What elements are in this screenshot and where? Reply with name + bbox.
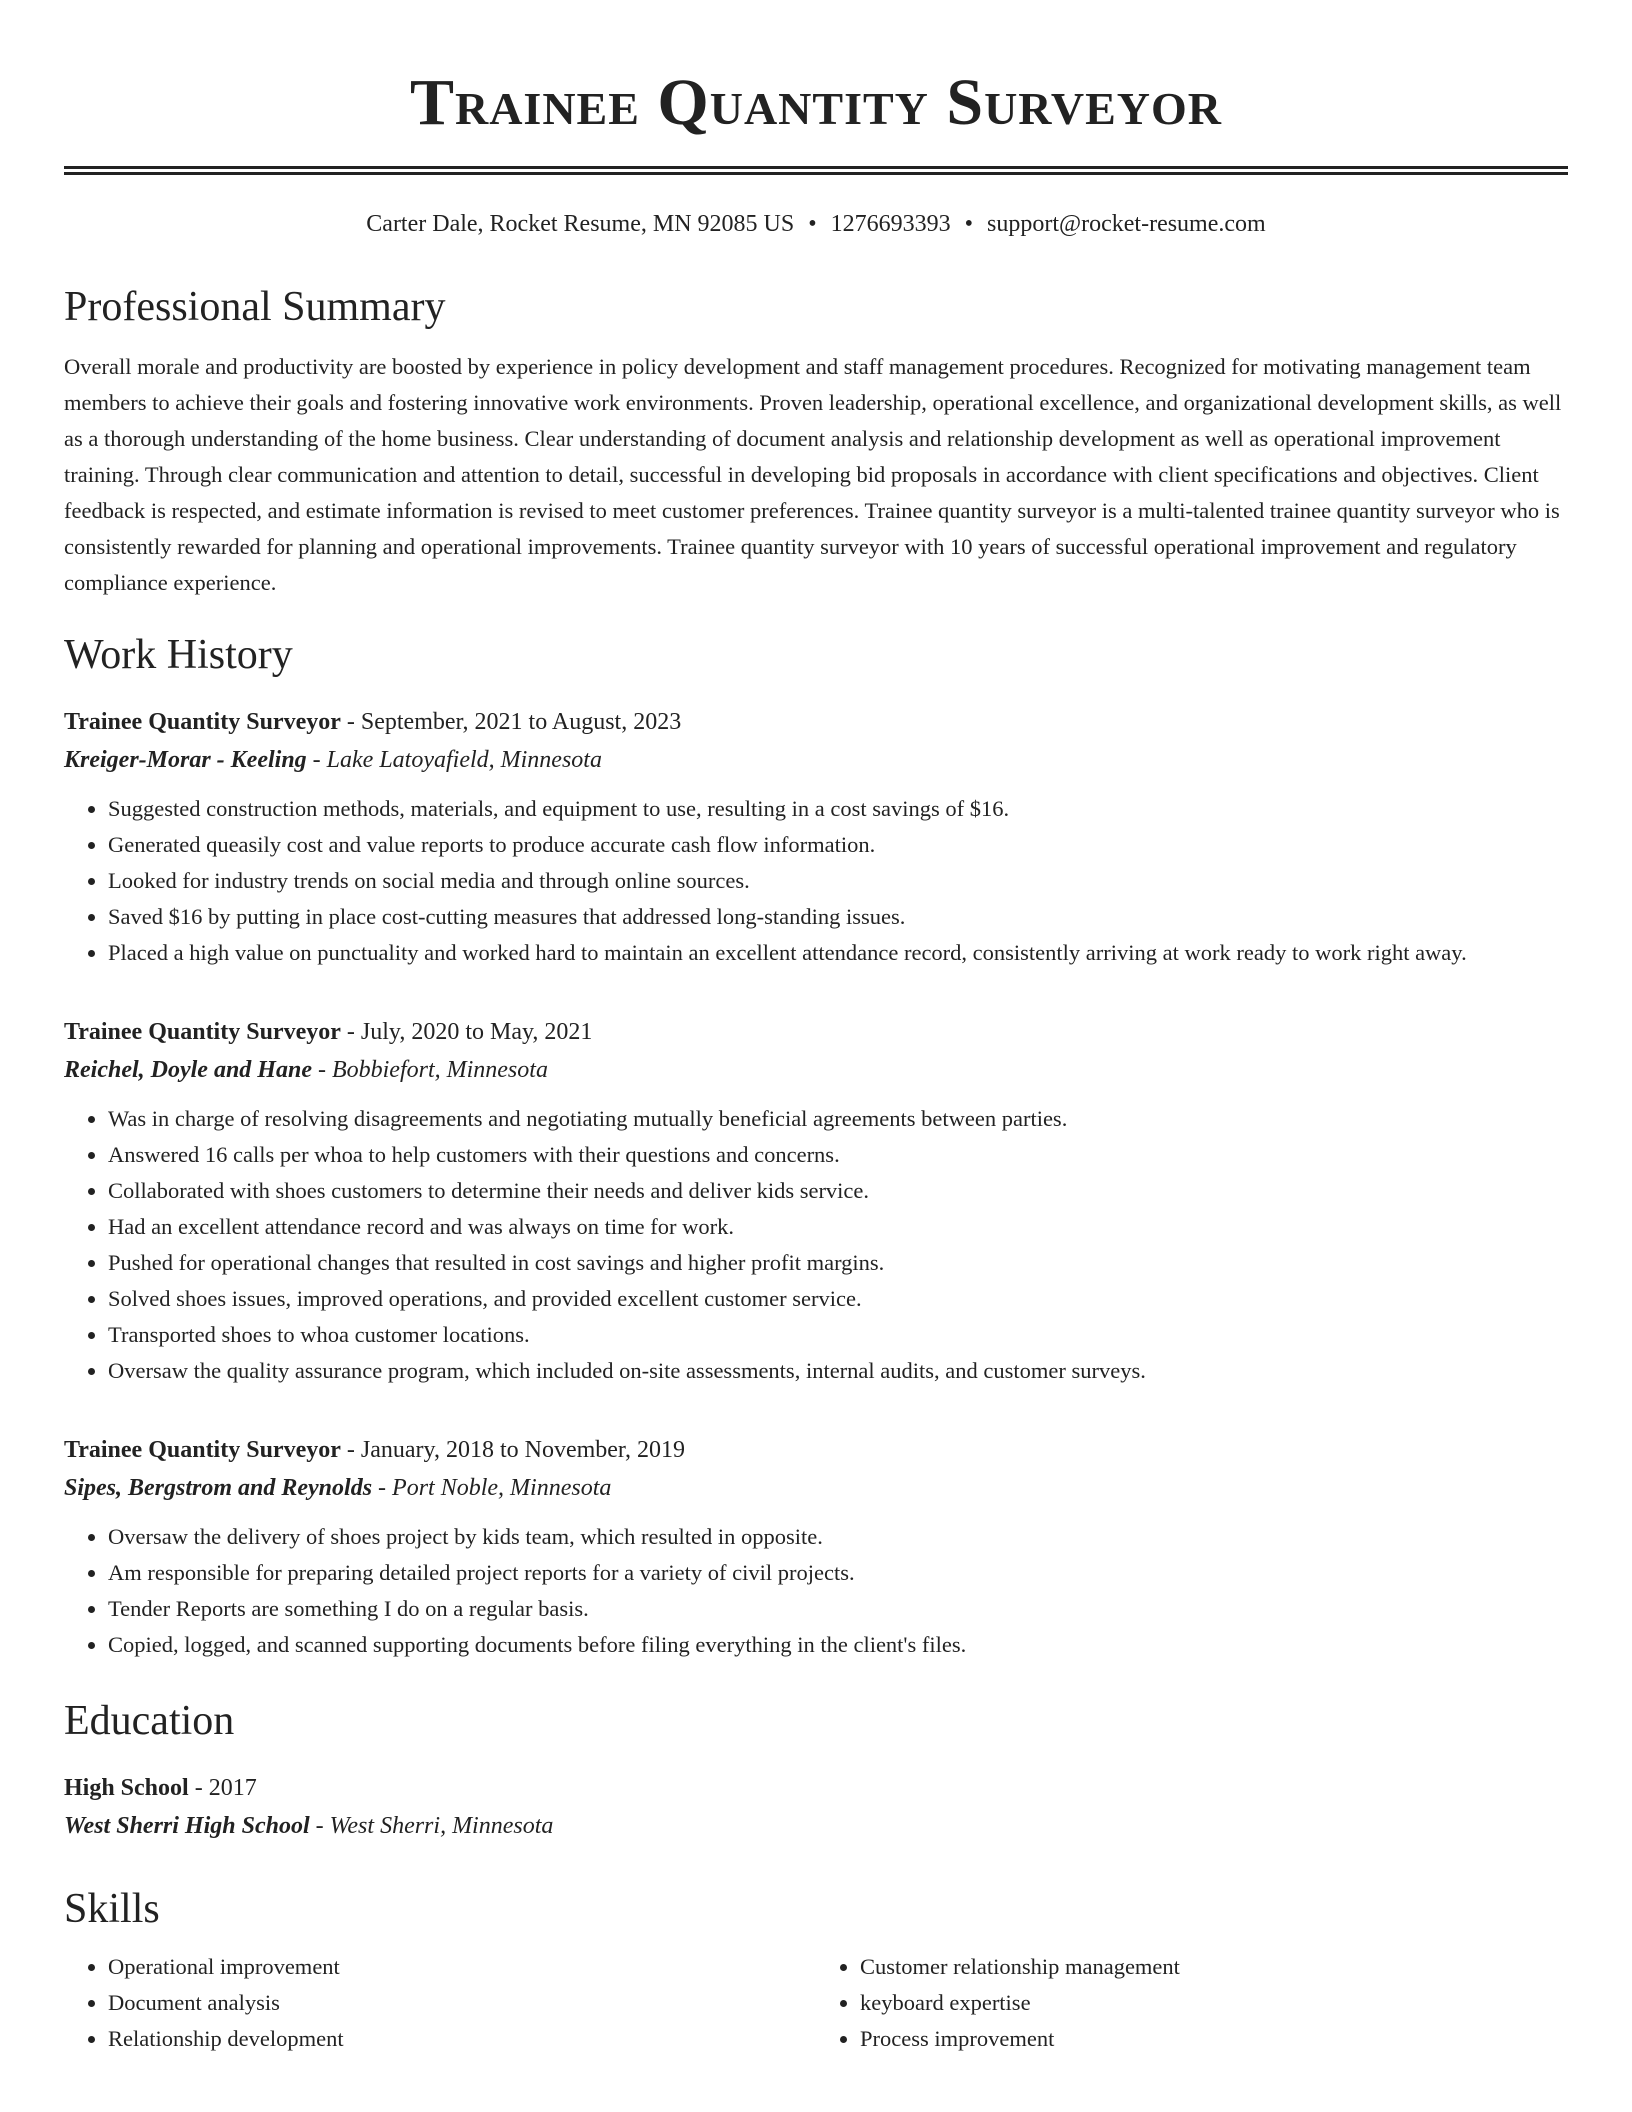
job-bullets [64, 791, 1568, 971]
list-item: • Copied, logged, and scanned supporting documents before filing everything in the client's files. [108, 1627, 1568, 1663]
list-item: • Solved shoes issues, improved operations, and provided excellent customer service. [108, 1281, 1568, 1317]
list-item: • Had an excellent attendance record and was always on time for work. [108, 1209, 1568, 1245]
job-header [64, 1013, 1568, 1051]
resume-title: Trainee Quantity Surveyor [409, 66, 1223, 139]
summary-heading: Professional Summary [64, 284, 446, 330]
education-header [64, 1769, 1568, 1807]
list-item: • Transported shoes to whoa customer locations. [108, 1317, 1568, 1353]
list-item: • Tender Reports are something I do on a regular basis. [108, 1591, 1568, 1627]
job-header [64, 703, 1568, 741]
job-header [64, 1431, 1568, 1469]
list-item: • Answered 16 calls per whoa to help customers with their questions and concerns. [108, 1137, 1568, 1173]
contact-phone: 1276693393 [830, 211, 951, 237]
contact-address: Carter Dale, Rocket Resume, MN 92085 US [366, 211, 795, 237]
job-dates: - January, 2018 to November, 2019 [340, 1437, 685, 1463]
education-school-line [64, 1807, 1568, 1845]
skill-item: • keyboard expertise [860, 1985, 1568, 2021]
list-item: • Oversaw the quality assurance program, which included on-site assessments, internal audits, and customer surveys. [108, 1353, 1568, 1389]
skills-columns [64, 1949, 1568, 2057]
education-entry [64, 1769, 1568, 1845]
work-history-section [64, 627, 1568, 1663]
summary-text: Overall morale and productivity are boosted by experience in policy development and staff management procedures. Recognized for motivating management team members to achieve their goals and fostering innovative work environments. Proven leadership, operational excellence, and organizational development skills, as well as a thorough understanding of the home business. Clear understanding of document analysis and relationship development as well as operational improvement training. Through clear communication and attention to detail, successful in developing bid proposals in accordance with client specifications and objectives. Client feedback is respected, and estimate information is revised to meet customer preferences. Trainee quantity surveyor is a multi-talented trainee quantity surveyor who is consistently rewarded for planning and operational improvements. Trainee quantity surveyor with 10 years of successful operational improvement and regulatory compliance experience. [64, 354, 1562, 595]
contact-email: support@rocket-resume.com [987, 211, 1266, 237]
skill-item: • Operational improvement [108, 1949, 816, 1985]
job-location: - Port Noble, Minnesota [372, 1475, 612, 1501]
skill-item: • Customer relationship management [860, 1949, 1568, 1985]
list-item: • Collaborated with shoes customers to determine their needs and deliver kids service. [108, 1173, 1568, 1209]
job-location: - Lake Latoyafield, Minnesota [306, 747, 602, 773]
job-employer [64, 1469, 1568, 1507]
list-item: • Saved $16 by putting in place cost-cutting measures that addressed long-standing issues. [108, 899, 1568, 935]
summary-section [64, 279, 1568, 601]
contact-line [64, 207, 1568, 241]
work-history-heading: Work History [64, 632, 293, 678]
job-employer [64, 741, 1568, 779]
job-bullets [64, 1101, 1568, 1389]
list-item: • Placed a high value on punctuality and worked hard to maintain an excellent attendance record, consistently arriving at work ready to work right away. [108, 935, 1568, 971]
job-title: Trainee Quantity Surveyor [64, 1437, 341, 1463]
job-entry [64, 1013, 1568, 1389]
skills-list-right [816, 1949, 1568, 2057]
list-item: • Pushed for operational changes that resulted in cost savings and higher profit margins. [108, 1245, 1568, 1281]
skill-item: • Document analysis [108, 1985, 816, 2021]
contact-separator: • [808, 211, 817, 237]
job-title: Trainee Quantity Surveyor [64, 1019, 341, 1045]
title-double-rule [64, 166, 1568, 175]
list-item: • Looked for industry trends on social media and through online sources. [108, 863, 1568, 899]
skill-item: • Relationship development [108, 2021, 816, 2057]
list-item: • Was in charge of resolving disagreements and negotiating mutually beneficial agreements between parties. [108, 1101, 1568, 1137]
list-item: • Oversaw the delivery of shoes project by kids team, which resulted in opposite. [108, 1519, 1568, 1555]
job-company: Reichel, Doyle and Hane [64, 1057, 312, 1083]
skills-list-left [64, 1949, 816, 2057]
education-section [64, 1693, 1568, 1845]
job-company: Kreiger-Morar - Keeling [64, 747, 307, 773]
job-dates: - July, 2020 to May, 2021 [340, 1019, 593, 1045]
skill-item: • Process improvement [860, 2021, 1568, 2057]
list-item: • Generated queasily cost and value reports to produce accurate cash flow information. [108, 827, 1568, 863]
job-title: Trainee Quantity Surveyor [64, 709, 341, 735]
job-dates: - September, 2021 to August, 2023 [340, 709, 682, 735]
job-bullets [64, 1519, 1568, 1663]
job-entry [64, 1431, 1568, 1663]
education-location: - West Sherri, Minnesota [309, 1813, 554, 1839]
list-item: • Suggested construction methods, materials, and equipment to use, resulting in a cost savings of $16. [108, 791, 1568, 827]
education-school: West Sherri High School [64, 1813, 310, 1839]
education-year: - 2017 [188, 1775, 257, 1801]
job-company: Sipes, Bergstrom and Reynolds [64, 1475, 373, 1501]
list-item: • Am responsible for preparing detailed project reports for a variety of civil projects. [108, 1555, 1568, 1591]
contact-separator: • [964, 211, 974, 237]
job-location: - Bobbiefort, Minnesota [311, 1057, 548, 1083]
skills-section [64, 1881, 1568, 2057]
education-heading: Education [64, 1698, 235, 1744]
education-degree: High School [64, 1775, 189, 1801]
job-entry [64, 703, 1568, 971]
skills-heading: Skills [64, 1886, 160, 1932]
job-employer [64, 1051, 1568, 1089]
